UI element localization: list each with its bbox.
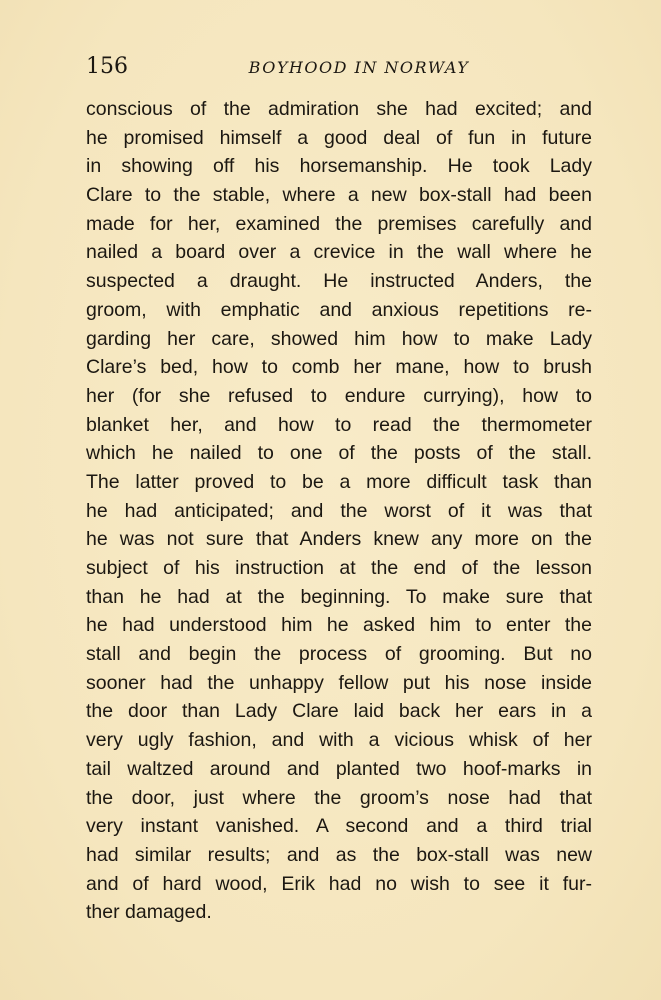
running-head: BOYHOOD IN NORWAY: [248, 58, 470, 77]
body-text: [86, 95, 592, 927]
text-line: had similar results; and as the box-stall was new: [86, 843, 592, 866]
text-line: made for her, examined the premises carefully and: [86, 212, 592, 235]
text-line: The latter proved to be a more difficult task than: [86, 470, 592, 493]
text-line: Clare to the stable, where a new box-stall had been: [86, 184, 592, 207]
text-line: Clare’s bed, how to comb her mane, how to brush: [86, 356, 592, 379]
text-line: very instant vanished. A second and a third trial: [86, 815, 592, 838]
text-line: sooner had the unhappy fellow put his nose inside: [86, 671, 592, 694]
text-line: and of hard wood, Erik had no wish to see it fur-: [86, 872, 592, 895]
text-line: her (for she refused to endure currying), how to: [86, 384, 592, 407]
page-number: 156: [86, 54, 128, 79]
text-line: the door than Lady Clare laid back her ears in a: [86, 700, 592, 723]
text-line: suspected a draught. He instructed Anders, the: [86, 270, 592, 293]
text-line: he was not sure that Anders knew any more on the: [86, 528, 592, 551]
text-line: the door, just where the groom’s nose had that: [86, 786, 592, 809]
text-line: he had anticipated; and the worst of it was that: [86, 499, 592, 522]
text-line: than he had at the beginning. To make sure that: [86, 585, 592, 608]
page-header: [86, 52, 592, 84]
text-line: conscious of the admiration she had excited; and: [86, 98, 592, 120]
text-line: he promised himself a good deal of fun in future: [86, 126, 592, 149]
text-line: groom, with emphatic and anxious repetitions re-: [86, 298, 592, 321]
text-line: garding her care, showed him how to make Lady: [86, 327, 592, 350]
text-line: he had understood him he asked him to enter the: [86, 614, 592, 637]
text-line: blanket her, and how to read the thermometer: [86, 413, 592, 436]
text-line: nailed a board over a crevice in the wall where he: [86, 241, 592, 264]
text-line: subject of his instruction at the end of the lesson: [86, 557, 592, 579]
text-line: ther damaged.: [86, 901, 212, 924]
text-line: stall and begin the process of grooming. But no: [86, 643, 592, 666]
text-line: very ugly fashion, and with a vicious whisk of her: [86, 729, 592, 752]
text-line: in showing off his horsemanship. He took Lady: [86, 155, 592, 178]
text-line: tail waltzed around and planted two hoof-marks in: [86, 757, 592, 780]
text-line: which he nailed to one of the posts of the stall.: [86, 442, 592, 465]
